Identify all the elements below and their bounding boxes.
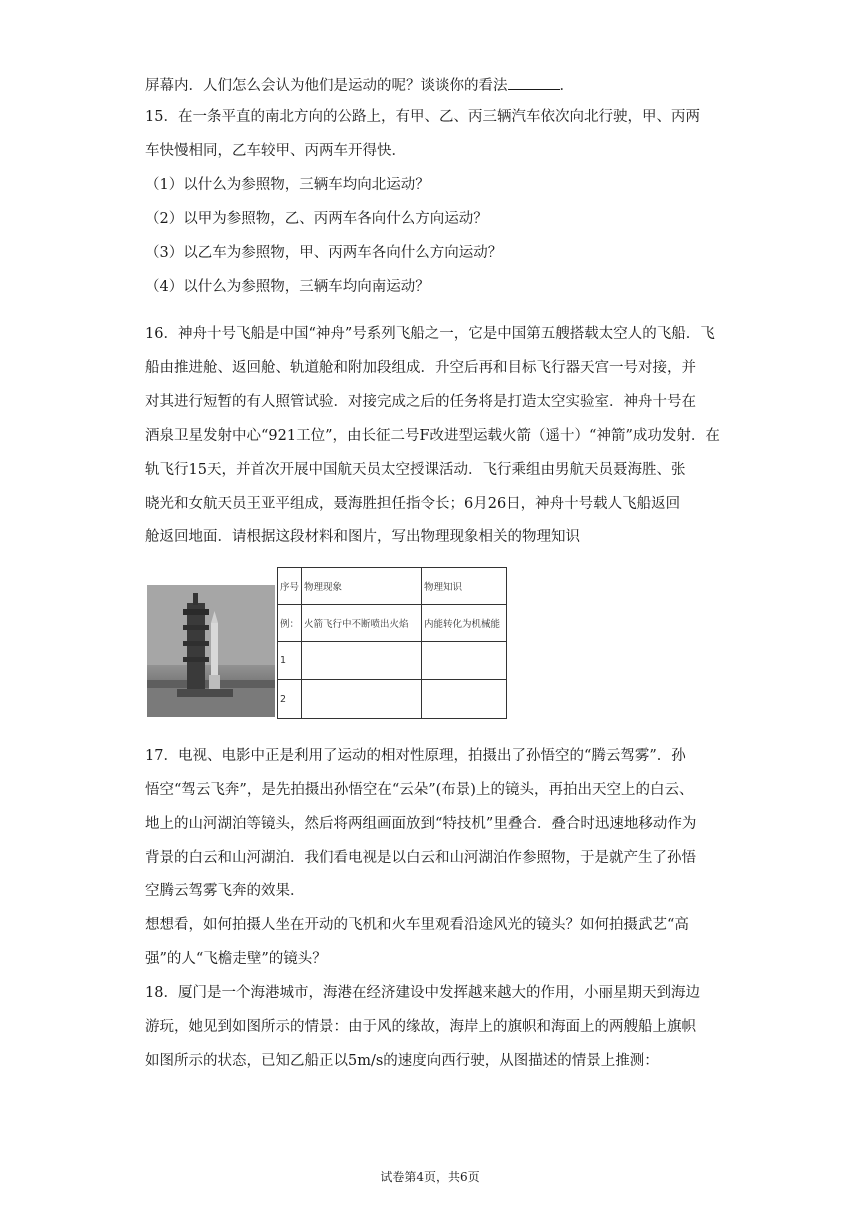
text-line: 如图所示的状态，已知乙船正以5m/s的速度向西行驶，从图描述的情景上推测：: [145, 1053, 659, 1069]
table-cell: 火箭飞行中不断喷出火焰: [302, 605, 422, 642]
sub-question: （2）以甲为参照物，乙、丙两车各向什么方向运动？: [145, 211, 488, 227]
sub-question: （1）以什么为参照物，三辆车均向北运动？: [145, 177, 430, 193]
table-header-row: [278, 568, 507, 605]
table-cell: 例：: [278, 605, 302, 642]
table-cell: [302, 642, 422, 680]
table-cell: [422, 680, 507, 719]
table-row: [278, 642, 507, 680]
table-cell: 内能转化为机械能: [422, 605, 507, 642]
table-header-cell: 物理现象: [302, 568, 422, 605]
text-line: 车快慢相同，乙车较甲、丙两车开得快．: [145, 143, 406, 159]
text-line: 悟空“驾云飞奔”，是先拍摄出孙悟空在“云朵”(布景)上的镜头，再拍出天空上的白云、: [145, 782, 694, 798]
text-line: 地上的山河湖泊等镜头，然后将两组画面放到“特技机”里叠合．叠合时迅速地移动作为: [145, 816, 697, 832]
text-line: 想想看，如何拍摄人坐在开动的飞机和火车里观看沿途风光的镜头？如何拍摄武艺“高: [145, 917, 689, 933]
text-line: 游玩，她见到如图所示的情景：由于风的缘故，海岸上的旗帜和海面上的两艘船上旗帜: [145, 1019, 696, 1035]
text-line: 晓光和女航天员王亚平组成，聂海胜担任指令长；6月26日，神舟十号载人飞船返回: [145, 496, 681, 512]
sub-question: （4）以什么为参照物，三辆车均向南运动？: [145, 279, 430, 295]
table-header-cell: 序号: [278, 568, 302, 605]
text-line: 强”的人“飞檐走壁”的镜头？: [145, 951, 327, 967]
text-line: 空腾云驾雾飞奔的效果．: [145, 883, 305, 899]
question-17: 17．电视、电影中正是利用了运动的相对性原理，拍摄出了孙悟空的“腾云驾雾”．孙: [145, 748, 686, 764]
table-cell: 1: [278, 642, 302, 680]
text-line: 船由推进舱、返回舱、轨道舱和附加段组成．升空后再和目标飞行器天宫一号对接，并: [145, 360, 696, 376]
table-header-cell: 物理知识: [422, 568, 507, 605]
text-line: 酒泉卫星发射中心“921工位”，由长征二号F改进型运载火箭（遥十）“神箭”成功发射．在: [145, 428, 720, 444]
text-line: 背景的白云和山河湖泊．我们看电视是以白云和山河湖泊作参照物，于是就产生了孙悟: [145, 850, 696, 866]
text-line: 轨飞行15天，并首次开展中国航天员太空授课活动．飞行乘组由男航天员聂海胜、张: [145, 462, 686, 478]
table-row: [278, 605, 507, 642]
table-cell: [302, 680, 422, 719]
text-line: 屏幕内．人们怎么会认为他们是运动的呢？谈谈你的看法 ．: [145, 75, 574, 96]
text-line: 舱返回地面．请根据这段材料和图片，写出物理现象相关的物理知识: [145, 529, 580, 545]
physics-table: [277, 567, 507, 719]
question-15: 15．在一条平直的南北方向的公路上，有甲、乙、丙三辆汽车依次向北行驶，甲、丙两: [145, 109, 700, 125]
sub-question: （3）以乙车为参照物，甲、丙两车各向什么方向运动？: [145, 245, 503, 261]
table-cell: [422, 642, 507, 680]
page-footer: 试卷第4页，共6页: [380, 1170, 480, 1184]
text-line: 对其进行短暂的有人照管试验．对接完成之后的任务将是打造太空实验室．神舟十号在: [145, 394, 696, 410]
question-16: 16．神舟十号飞船是中国“神舟”号系列飞船之一，它是中国第五艘搭载太空人的飞船．飞: [145, 326, 715, 342]
question-18: 18．厦门是一个海港城市，海港在经济建设中发挥越来越大的作用，小丽星期天到海边: [145, 985, 700, 1001]
answer-blank: [508, 75, 560, 90]
rocket-launch-photo: [147, 585, 275, 717]
table-row: [278, 680, 507, 719]
table-cell: 2: [278, 680, 302, 719]
